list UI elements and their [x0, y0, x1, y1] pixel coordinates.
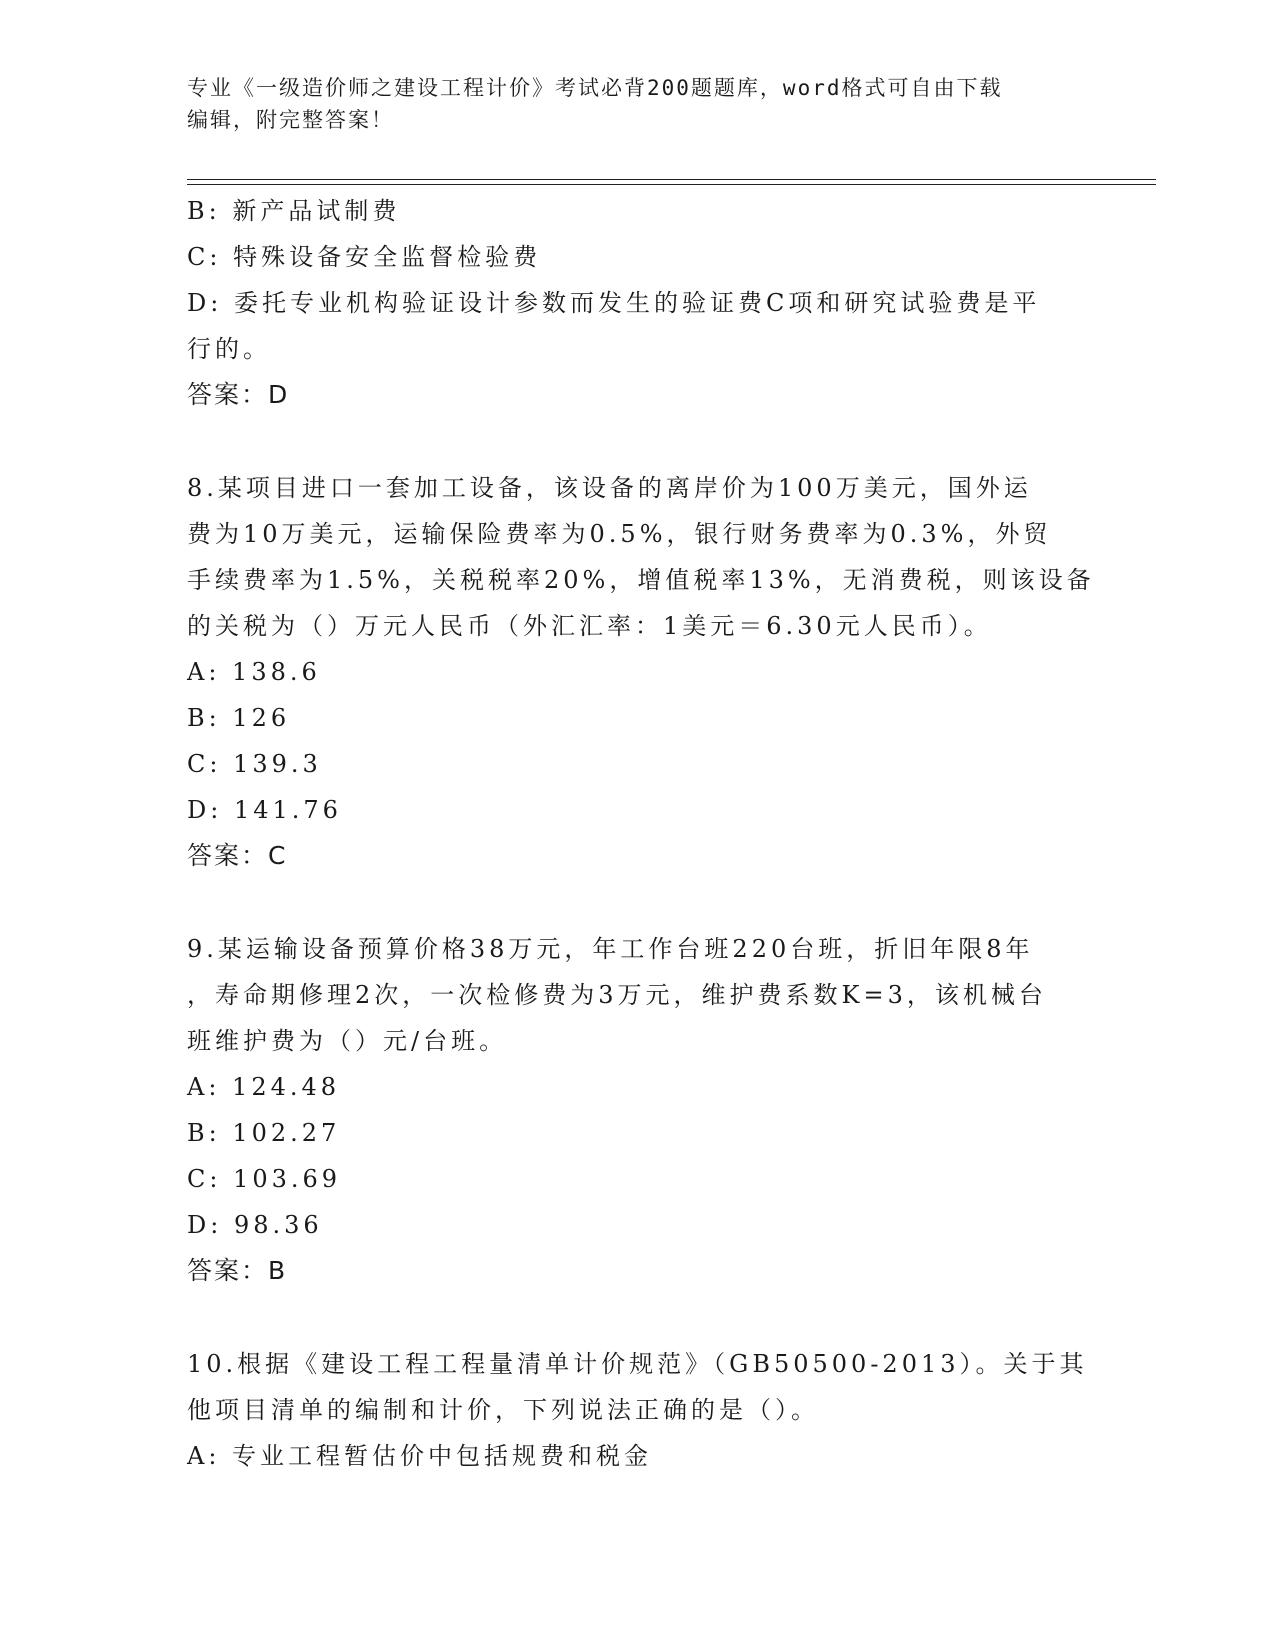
previous-question-tail — [187, 188, 1087, 418]
question-8 — [187, 465, 1095, 879]
option-c: C: 特殊设备安全监督检验费 — [187, 243, 542, 271]
question-stem-line: ，寿命期修理2次，一次检修费为3万元，维护费系数K=3，该机械台 — [187, 981, 1047, 1009]
option-b: B: 126 — [187, 704, 291, 732]
question-stem-line: 8.某项目进口一套加工设备，该设备的离岸价为100万美元，国外运 — [187, 474, 1032, 502]
option-a: A: 138.6 — [187, 658, 321, 686]
option-d: D: 98.36 — [187, 1211, 323, 1239]
option-c: C: 103.69 — [187, 1165, 342, 1193]
question-9 — [187, 926, 1087, 1294]
option-b: B: 新产品试制费 — [187, 197, 401, 225]
header-divider-bottom — [187, 184, 1156, 185]
question-stem-line: 的关税为（）万元人民币（外汇汇率：1美元＝6.30元人民币）。 — [187, 612, 992, 640]
option-d-line-1: D: 委托专业机构验证设计参数而发生的验证费C项和研究试验费是平 — [187, 289, 1041, 317]
document-header — [187, 72, 1087, 136]
header-divider-top — [187, 179, 1156, 180]
question-stem-line: 手续费率为1.5%，关税税率20%，增值税率13%，无消费税，则该设备 — [187, 566, 1095, 594]
spacer — [187, 418, 1087, 465]
spacer — [187, 1294, 1087, 1341]
question-stem-line: 他项目清单的编制和计价，下列说法正确的是（）。 — [187, 1396, 819, 1424]
question-stem-line: 10.根据《建设工程工程量清单计价规范》（GB50500-2013）。关于其 — [187, 1350, 1088, 1378]
question-stem-line: 9.某运输设备预算价格38万元，年工作台班220台班，折旧年限8年 — [187, 935, 1034, 963]
question-content — [187, 188, 1095, 1479]
option-d: D: 141.76 — [187, 796, 342, 824]
answer: 答案：B — [187, 1256, 288, 1285]
answer: 答案：D — [187, 380, 290, 409]
option-a: A: 124.48 — [187, 1073, 341, 1101]
answer: 答案：C — [187, 841, 288, 870]
question-stem-line: 班维护费为（）元/台班。 — [187, 1027, 508, 1055]
option-a: A: 专业工程暂估价中包括规费和税金 — [187, 1442, 653, 1470]
option-c: C: 139.3 — [187, 750, 322, 778]
option-d-line-2: 行的。 — [187, 335, 271, 363]
header-line-2: 编辑，附完整答案！ — [187, 108, 394, 132]
spacer — [187, 879, 1087, 926]
question-10 — [187, 1341, 1087, 1479]
question-stem-line: 费为10万美元，运输保险费率为0.5%，银行财务费率为0.3%，外贸 — [187, 520, 1052, 548]
option-b: B: 102.27 — [187, 1119, 341, 1147]
header-line-1: 专业《一级造价师之建设工程计价》考试必背200题题库，word格式可自由下载 — [187, 76, 1003, 100]
